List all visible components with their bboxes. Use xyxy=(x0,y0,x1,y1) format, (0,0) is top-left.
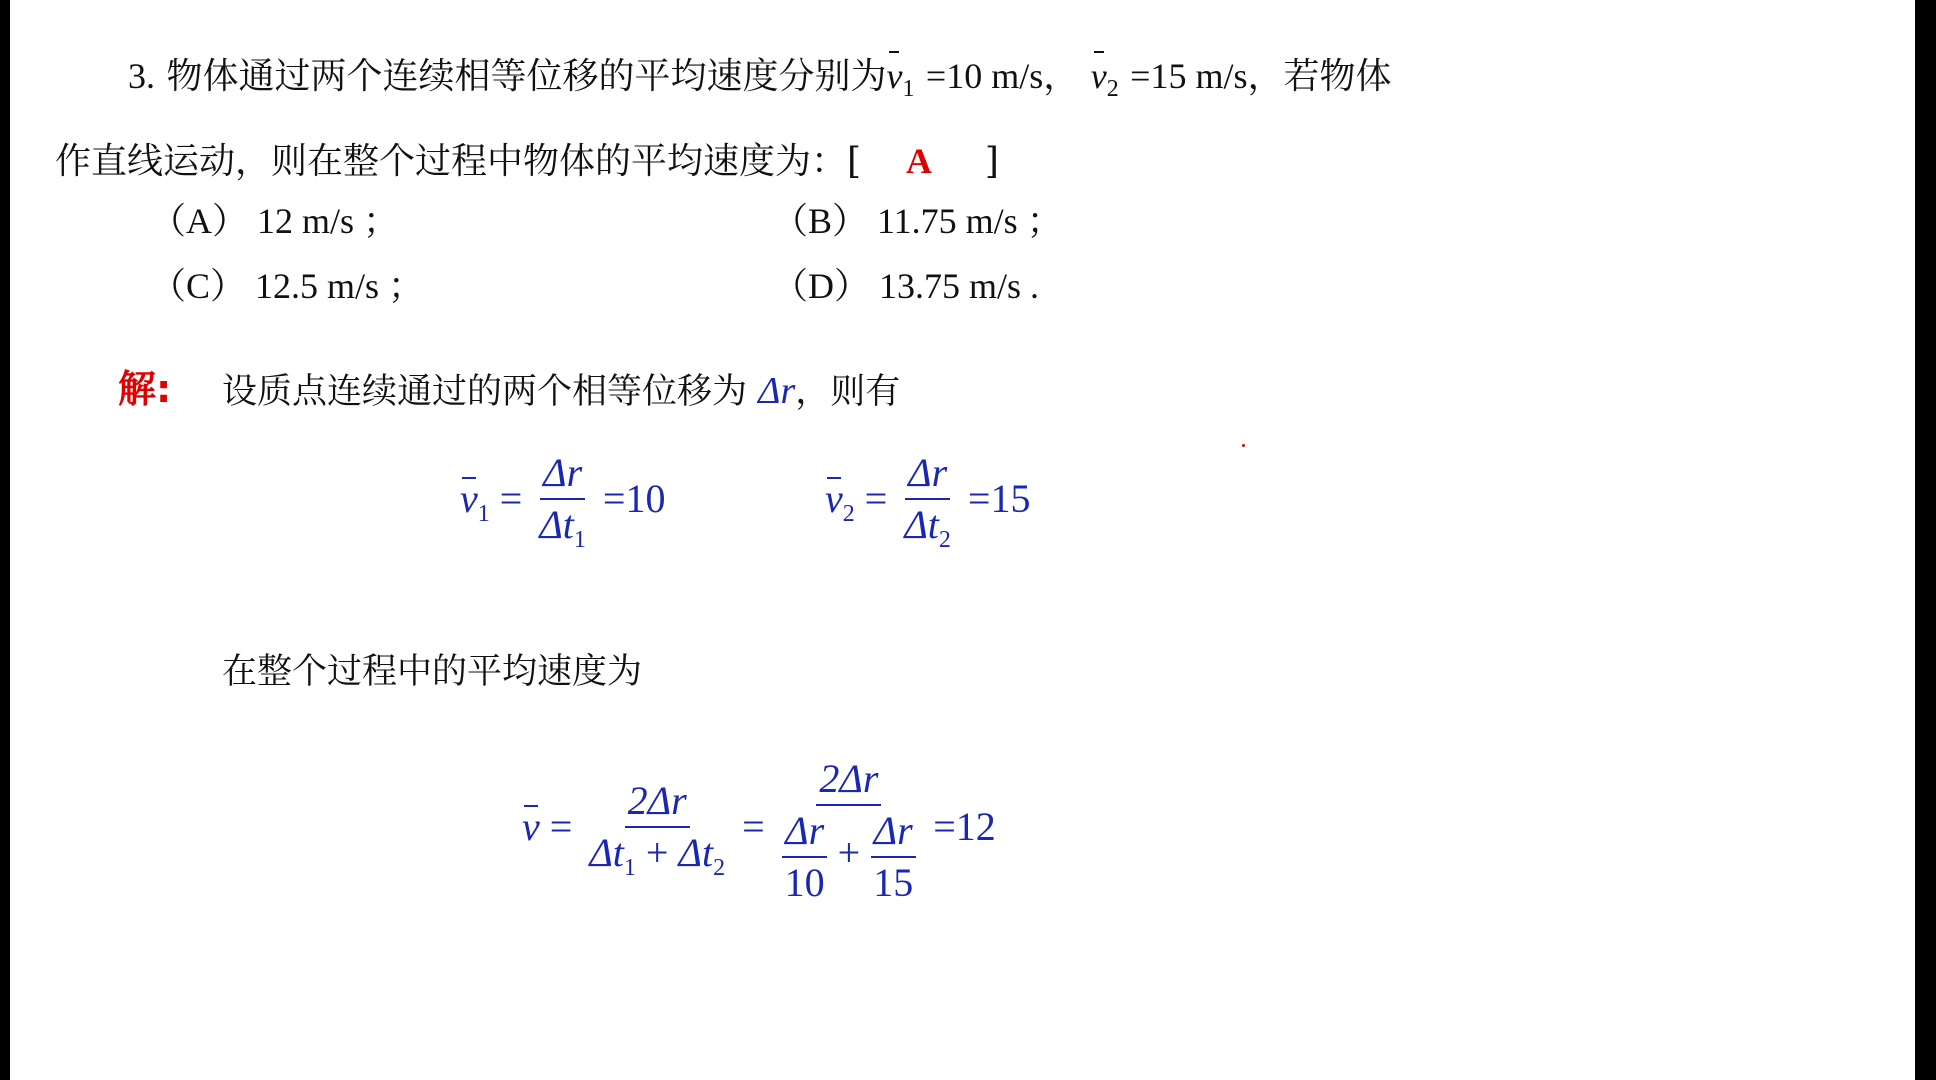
option-b xyxy=(772,193,1063,244)
v1-subscript: 1 xyxy=(902,76,915,103)
option-a-value: 12 m/s ； xyxy=(257,201,400,241)
eq2-lhs: v xyxy=(825,475,843,521)
eq1-numerator: Δr xyxy=(540,452,585,500)
v1-symbol: v xyxy=(886,56,903,96)
separator: ， xyxy=(1043,56,1080,97)
option-b-label: （B） xyxy=(772,201,869,241)
eq3-lhs: v xyxy=(522,804,540,850)
option-a-label: （A） xyxy=(150,201,248,241)
answer-letter: A xyxy=(905,141,932,181)
option-c-label: （C） xyxy=(150,266,247,306)
eq1-lhs: v xyxy=(460,475,478,521)
eq1-rhs: =10 xyxy=(602,475,666,521)
eq2-equals: = xyxy=(864,475,888,521)
eq3-fraction-2 xyxy=(779,758,920,904)
option-c-value: 12.5 m/s ； xyxy=(255,266,425,306)
equation-v2 xyxy=(825,452,1030,553)
question-number: 3. xyxy=(128,56,155,96)
solution-intro xyxy=(222,364,900,414)
equation-average xyxy=(522,758,996,904)
option-c xyxy=(150,258,424,309)
eq2-den-symbol: Δt xyxy=(904,502,939,547)
eq2-den-sub: 2 xyxy=(938,527,951,553)
option-d-label: （D） xyxy=(772,266,870,306)
eq1-equals: = xyxy=(499,475,523,521)
red-dot-mark xyxy=(1242,444,1245,447)
eq3-plus-1: + xyxy=(645,830,669,876)
average-speed-text: 在整个过程中的平均速度为 xyxy=(222,652,643,692)
eq3-subfrac-b-num: Δr xyxy=(871,810,916,858)
question-line-2 xyxy=(55,133,999,184)
eq3-subfrac-b-den: 15 xyxy=(873,860,914,905)
eq2-denominator xyxy=(901,500,954,553)
solution-intro-text: 设质点连续通过的两个相等位移为 xyxy=(222,372,748,412)
eq1-den-sub: 1 xyxy=(573,527,586,553)
eq1-lhs-sub: 1 xyxy=(477,500,490,527)
option-a xyxy=(150,193,399,244)
delta-r-symbol: Δr xyxy=(758,370,796,412)
v2-symbol: v xyxy=(1090,56,1107,96)
question-text-2: ，若物体 xyxy=(1247,56,1392,97)
eq3-dt1-sub: 1 xyxy=(623,855,636,882)
eq2-fraction xyxy=(901,452,954,553)
solution-label: 解: xyxy=(118,367,172,411)
eq3-dt2: Δt xyxy=(678,830,714,876)
question-text-1: 物体通过两个连续相等位移的平均速度分别为 xyxy=(166,56,887,97)
eq2-lhs-sub: 2 xyxy=(842,500,855,527)
eq3-plus-2: + xyxy=(837,830,861,876)
option-d-value: 13.75 m/s . xyxy=(879,266,1040,306)
option-d xyxy=(772,258,1039,309)
eq3-numerator-2: 2Δr xyxy=(816,758,881,806)
eq3-subfrac-a-num: Δr xyxy=(782,810,827,858)
eq3-denominator-2 xyxy=(779,806,920,904)
solution-intro-tail: ，则有 xyxy=(795,372,901,412)
eq3-numerator-1: 2Δr xyxy=(625,780,690,828)
eq3-equals-2: = xyxy=(742,804,765,850)
eq3-rhs: =12 xyxy=(933,804,996,850)
eq3-dt1: Δt xyxy=(589,830,624,876)
eq3-subfrac-a-den: 10 xyxy=(784,860,825,905)
option-b-value: 11.75 m/s ； xyxy=(877,201,1063,241)
bracket-close: ] xyxy=(984,141,999,182)
v2-subscript: 2 xyxy=(1106,76,1119,103)
question-line-1 xyxy=(128,48,1391,103)
question-text-line2: 作直线运动，则在整个过程中物体的平均速度为：[ xyxy=(55,141,862,182)
eq3-denominator-1 xyxy=(586,828,728,881)
eq1-fraction xyxy=(536,452,589,553)
eq2-numerator: Δr xyxy=(905,452,950,500)
eq3-dt2-sub: 2 xyxy=(713,855,726,882)
eq3-subfrac-b xyxy=(870,810,916,904)
eq3-subfrac-a xyxy=(782,810,828,904)
eq3-equals-1: = xyxy=(549,804,573,850)
slide-page xyxy=(10,0,1915,1080)
eq2-rhs: =15 xyxy=(967,475,1031,521)
eq1-denominator xyxy=(536,500,589,553)
equation-v1 xyxy=(460,452,665,553)
eq1-den-symbol: Δt xyxy=(539,502,574,547)
v1-value: =10 m/s xyxy=(925,56,1044,96)
eq3-fraction-1 xyxy=(586,780,728,881)
v2-value: =15 m/s xyxy=(1130,56,1248,96)
